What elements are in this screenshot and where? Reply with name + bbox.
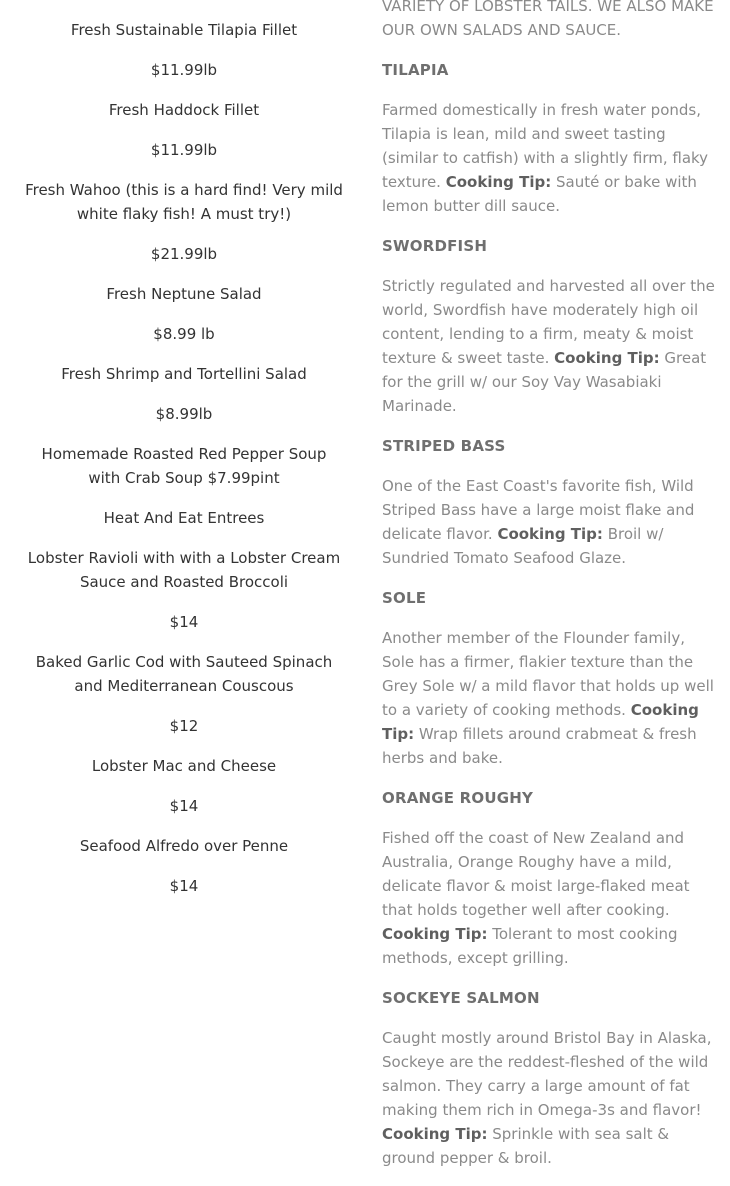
cooking-tip-text: Broil w/ Sundried Tomato Seafood Glaze. (382, 525, 664, 567)
fish-heading-striped-bass: STRIPED BASS (382, 437, 506, 455)
cooking-tip-label: Cooking Tip: (382, 925, 488, 943)
fish-guide (382, 0, 717, 1186)
cooking-tip-text: Sauté or bake with lemon butter dill sauce. (382, 173, 697, 215)
menu-price: $21.99lb (150, 245, 218, 263)
fish-heading-sole: SOLE (382, 589, 427, 607)
cooking-tip-label: Cooking Tip: (382, 1125, 488, 1143)
fish-heading-sockeye-salmon: SOCKEYE SALMON (382, 989, 540, 1007)
description-text: Another member of the Flounder family, Sole has a firmer, flakier texture than the Grey Sole w/ a mild flavor that holds up well to a variety of cooking methods. (382, 629, 714, 719)
description-text: Strictly regulated and harvested all over the world, Swordfish have moderately high oil content, lending to a firm, meaty & moist texture & sweet taste. (382, 277, 715, 367)
menu-item: Lobster Ravioli with with a Lobster Cream Sauce and Roasted Broccoli (27, 549, 341, 591)
cooking-tip-label: Cooking Tip: (554, 349, 660, 367)
fish-description-swordfish (382, 274, 717, 418)
fish-description-orange-roughy (382, 826, 717, 970)
menu-price: $14 (169, 877, 199, 895)
menu-item: Fresh Neptune Salad (106, 285, 262, 303)
fish-description-sole (382, 626, 717, 770)
description-text: Fished off the coast of New Zealand and Australia, Orange Roughy have a mild, delicate flavor & moist large-flaked meat that holds together well after cooking. (382, 829, 690, 919)
menu-item: Fresh Haddock Fillet (108, 101, 260, 119)
cooking-tip-text: Great for the grill w/ our Soy Vay Wasabiaki Marinade. (382, 349, 707, 415)
menu-item: Baked Garlic Cod with Sauteed Spinach and Mediterranean Couscous (35, 653, 333, 695)
fish-description-tilapia (382, 98, 717, 218)
menu-item: Fresh Wahoo (this is a hard find! Very mild white flaky fish! A must try!) (25, 181, 343, 223)
menu-section-heading: Heat And Eat Entrees (103, 509, 265, 527)
fish-heading-orange-roughy: ORANGE ROUGHY (382, 789, 534, 807)
fish-heading-swordfish: SWORDFISH (382, 237, 488, 255)
cooking-tip-label: Cooking Tip: (497, 525, 603, 543)
description-text: One of the East Coast's favorite fish, Wild Striped Bass have a large moist flake and delicate flavor. (382, 477, 695, 543)
cooking-tip-text: Tolerant to most cooking methods, except grilling. (382, 925, 678, 967)
menu-item: Lobster Mac and Cheese (91, 757, 277, 775)
description-text: Farmed domestically in fresh water ponds, Tilapia is lean, mild and sweet tasting (similar to catfish) with a slightly firm, flaky texture. (382, 101, 709, 191)
cooking-tip-text: Wrap fillets around crabmeat & fresh herbs and bake. (382, 725, 697, 767)
menu-item: Fresh Shrimp and Tortellini Salad (61, 365, 307, 383)
fish-heading-tilapia: TILAPIA (382, 61, 449, 79)
menu-price: $11.99lb (150, 61, 218, 79)
cooking-tip-text: Sprinkle with sea salt & ground pepper & broil. (382, 1125, 670, 1167)
menu-item: Fresh Sustainable Tilapia Fillet (70, 21, 298, 39)
intro-text: VARIETY OF LOBSTER TAILS. WE ALSO MAKE OUR OWN SALADS AND SAUCE. (382, 0, 714, 39)
menu-list (24, 18, 344, 914)
cooking-tip-label: Cooking Tip: (445, 173, 552, 191)
menu-price: $12 (169, 717, 199, 735)
menu-price: $14 (169, 613, 199, 631)
fish-description-striped-bass (382, 474, 717, 570)
menu-price: $14 (169, 797, 199, 815)
menu-item: Homemade Roasted Red Pepper Soup with Crab Soup $7.99pint (41, 445, 327, 487)
fish-description-sockeye-salmon (382, 1026, 717, 1170)
cooking-tip-label: Cooking Tip: (382, 701, 699, 743)
menu-price: $8.99lb (155, 405, 213, 423)
menu-price: $11.99lb (150, 141, 218, 159)
menu-price: $8.99 lb (153, 325, 215, 343)
menu-item: Seafood Alfredo over Penne (79, 837, 289, 855)
description-text: Caught mostly around Bristol Bay in Alaska, Sockeye are the reddest-fleshed of the wild salmon. They carry a large amount of fat making them rich in Omega-3s and flavor! (382, 1029, 712, 1119)
